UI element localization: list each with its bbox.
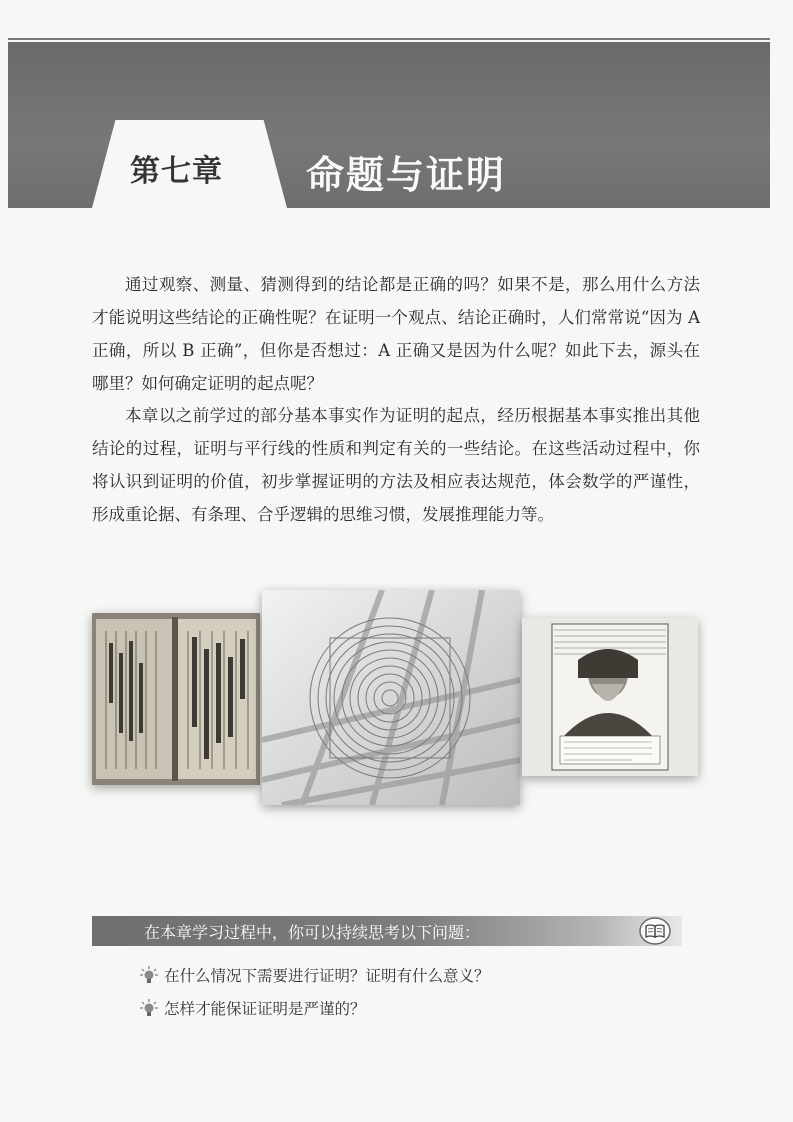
open-book-icon	[638, 916, 672, 946]
lightbulb-icon	[140, 999, 158, 1017]
ancient-book-image	[92, 613, 260, 785]
question-text: 怎样才能保证证明是严谨的？	[164, 1000, 366, 1018]
question-text: 在什么情况下需要进行证明？证明有什么意义？	[164, 967, 490, 985]
question-item-1	[140, 964, 490, 986]
euclid-portrait-image	[522, 618, 698, 776]
questions-heading: 在本章学习过程中，你可以持续思考以下问题：	[144, 923, 481, 942]
intro-paragraph-1: 通过观察、测量、猜测得到的结论都是正确的吗？如果不是，那么用什么方法才能说明这些结论的正确性呢？在证明一个观点、结论正确时，人们常常说“因为 A 正确，所以 B 正确”，但你是否想过：A 正确又是因为什么呢？如此下去，源头在哪里？如何确定证明的起点呢？	[92, 275, 700, 393]
lightbulb-icon	[140, 966, 158, 984]
top-rule	[8, 38, 770, 40]
geometry-circles-image	[262, 590, 520, 805]
intro-paragraph-2: 本章以之前学过的部分基本事实作为证明的起点，经历根据基本事实推出其他结论的过程，证明与平行线的性质和判定有关的一些结论。在这些活动过程中，你将认识到证明的价值，初步掌握证明的方法及相应表达规范，体会数学的严谨性，形成重论据、有条理、合乎逻辑的思维习惯，发展推理能力等。	[92, 406, 700, 524]
chapter-title: 命题与证明	[306, 152, 507, 197]
question-item-2	[140, 997, 366, 1019]
chapter-number: 第七章	[130, 154, 223, 189]
